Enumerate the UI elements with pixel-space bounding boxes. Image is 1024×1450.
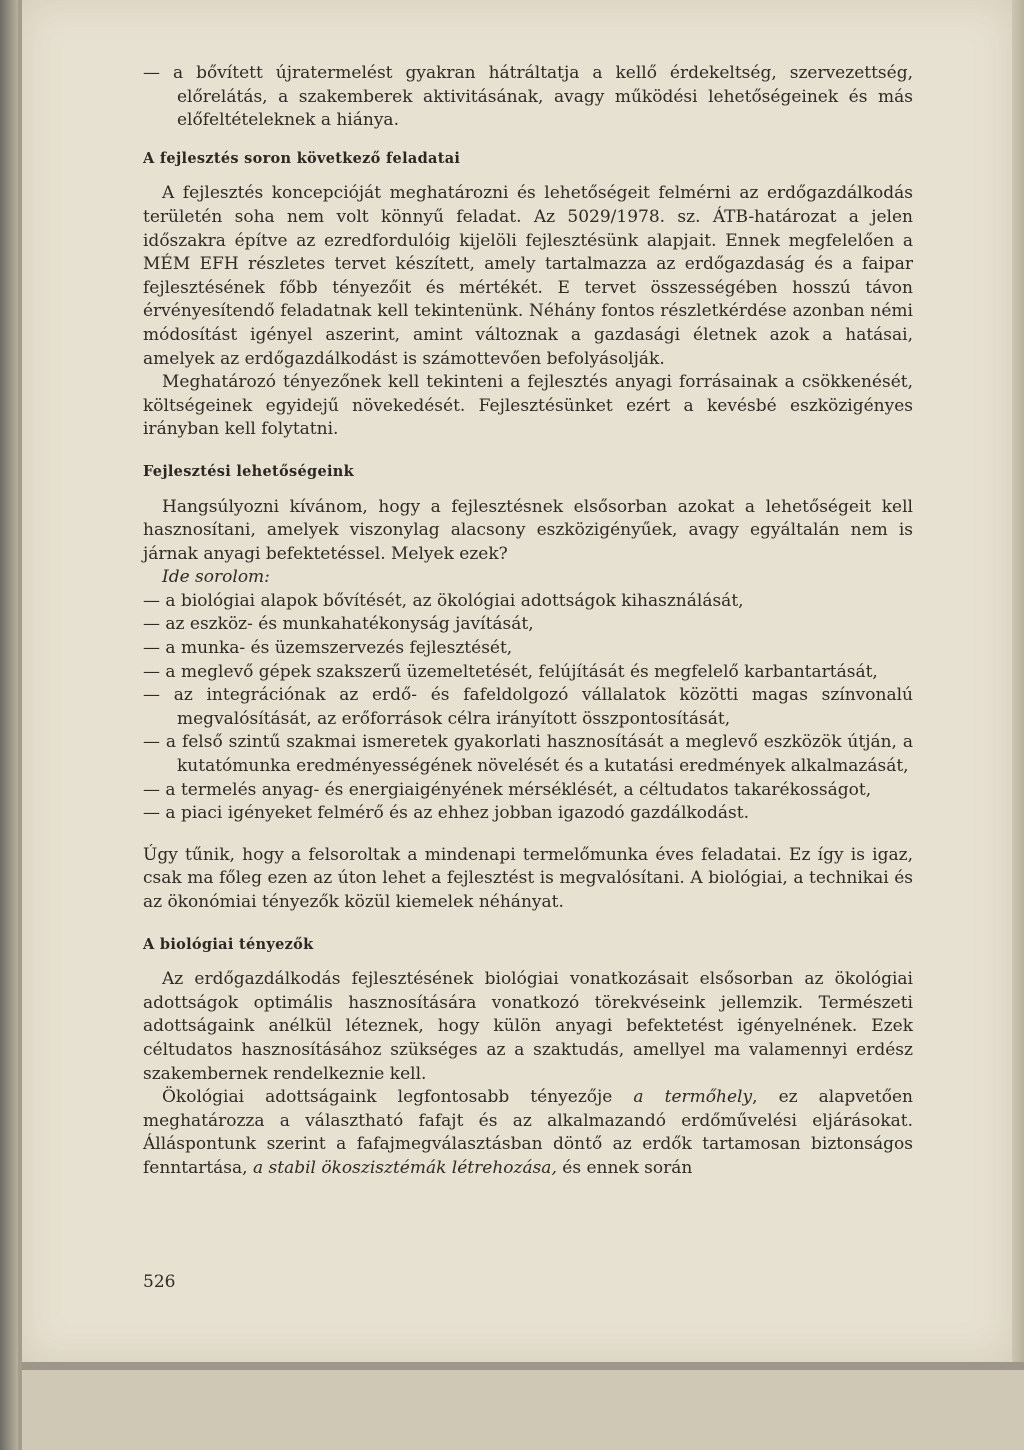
paragraph-daily-tasks: Úgy tűnik, hogy a felsoroltak a mindenapi termelőmunka éves feladatai. Ez így is igaz, csak ma főleg ezen az úton lehet a fejlesztést is megvalósítani. A biológiai, a technikai és az ökonómiai tényezők közül kiemelek néhányat. bbox=[143, 844, 913, 912]
list-item: — a piaci igényeket felmérő és az ehhez jobban igazodó gazdálkodást. bbox=[143, 803, 750, 824]
list-intro: Ide sorolom: bbox=[162, 567, 270, 588]
list-item: — az integrációnak az erdő- és fafeldolgozó vállalatok közötti magas színvonalú megvalósítását, az erőforrások célra irányított összpontosítását, bbox=[143, 685, 913, 729]
page-number: 526 bbox=[143, 1272, 176, 1292]
paragraph-ecological: Ökológiai adottságaink legfontosabb tényezője a termőhely, ez alapvetően meghatározza a választható fafajt és az alkalmazandó erdőművelési eljárásokat. Álláspontunk szerint a fafajmegválasztásban döntő az erdők tartamosan biztonságos fenntartása, a stabil ökoszisztémák létrehozása, és ennek során bbox=[143, 1087, 913, 1178]
underlying-page bbox=[22, 1370, 1024, 1450]
list-item: — a meglevő gépek szakszerű üzemeltetését, felújítását és megfelelő karbantartását, bbox=[143, 661, 878, 682]
paragraph-resources: Meghatározó tényezőnek kell tekinteni a fejlesztés anyagi forrásainak a csökkenését, költségeinek egyidejű növekedését. Fejlesztésünket ezért a kevésbé eszközigényes irányban kell folytatni. bbox=[143, 372, 913, 440]
paragraph-concept: A fejlesztés koncepcióját meghatározni és lehetőségeit felmérni az erdőgazdálkodás területén soha nem volt könnyű feladat. Az 5029/1978. sz. ÁTB-határozat a jelen időszakra építve az ezredfordulóig kijelöli fejlesztésünk alapjait. Ennek megfelelően a MÉM EFH részletes tervet készített, amely tartalmazza az erdőgazdaság és a faipar fejlesztésének főbb tényezőit és mértékét. E tervet összességében hosszú távon érvényesítendő feladatnak kell tekintenünk. Néhány fontos részletkérdése azonban némi módosítást igényel aszerint, amint változnak a gazdasági életnek azok a hatásai, amelyek az erdőgazdálkodást is számottevően befolyásolják. bbox=[143, 183, 913, 369]
page-text bbox=[143, 62, 913, 1181]
list-item: — az eszköz- és munkahatékonyság javítását, bbox=[143, 614, 534, 635]
list-item: — a felső szintű szakmai ismeretek gyakorlati hasznosítását a meglevő eszközök útján, a kutatómunka eredményességének növelését és a kutatási eredmények alkalmazását, bbox=[143, 732, 913, 777]
page-right-edge bbox=[1012, 0, 1024, 1362]
list-item: — a munka- és üzemszervezés fejlesztését, bbox=[143, 638, 513, 659]
paragraph-emphasis: Hangsúlyozni kívánom, hogy a fejlesztésnek elsősorban azokat a lehetőségeit kell hasznosítani, amelyek viszonylag alacsony eszközigényűek, avagy egyáltalán nem is járnak anyagi befektetéssel. Melyek ezek? bbox=[143, 496, 913, 564]
page-bottom-edge bbox=[22, 1362, 1024, 1370]
heading-development-tasks: A fejlesztés soron következő feladatai bbox=[143, 149, 461, 167]
opportunity-list bbox=[143, 590, 913, 826]
list-item: — a termelés anyag- és energiaigényének mérséklését, a céltudatos takarékosságot, bbox=[143, 779, 872, 800]
intro-dash-item: — a bővített újratermelést gyakran hátráltatja a kellő érdekeltség, szervezettség, előrelátás, a szakemberek aktivitásának, avagy működési lehetőségeinek és más előfeltételeknek a hiánya. bbox=[143, 63, 913, 131]
book-binding bbox=[0, 0, 18, 1450]
list-item: — a biológiai alapok bővítését, az ökológiai adottságok kihasználását, bbox=[143, 590, 744, 611]
heading-biological-factors: A biológiai tényezők bbox=[143, 935, 314, 953]
paragraph-biological: Az erdőgazdálkodás fejlesztésének biológiai vonatkozásait elsősorban az ökológiai adottságok optimális hasznosítására vonatkozó törekvéseink jellemzik. Természeti adottságaink anélkül léteznek, hogy külön anyagi befektetést igényelnének. Ezek céltudatos hasznosításához szükséges az a szaktudás, amellyel ma valamennyi erdész szakembernek rendelkeznie kell. bbox=[143, 969, 913, 1084]
heading-development-opportunities: Fejlesztési lehetőségeink bbox=[143, 462, 354, 480]
